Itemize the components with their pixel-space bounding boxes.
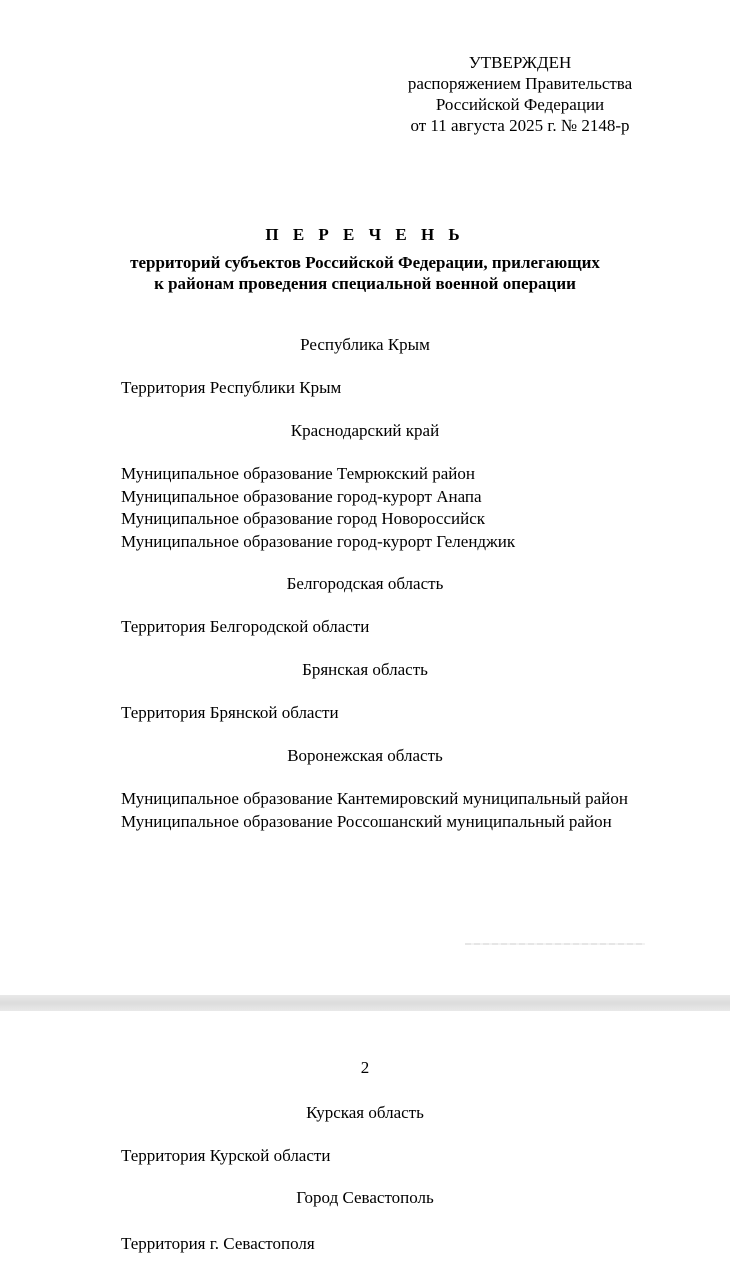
territory-item: Муниципальное образование Темрюкский район: [121, 464, 475, 483]
region-heading: Город Севастополь: [296, 1188, 434, 1207]
region-heading: Республика Крым: [300, 335, 430, 354]
territory-item: Территория Белгородской области: [121, 617, 370, 636]
document-subtitle-line-1: территорий субъектов Российской Федерации, прилегающих: [130, 253, 600, 272]
territory-list: [121, 702, 339, 725]
territory-item: Муниципальное образование Россошанский муниципальный район: [121, 811, 612, 831]
approval-line-2: распоряжением Правительства: [407, 74, 633, 93]
document-subtitle-line-2: к районам проведения специальной военной операции: [154, 274, 576, 293]
territory-item: Территория Брянской области: [121, 703, 339, 722]
region-heading: Курская область: [306, 1103, 424, 1122]
approval-line-4: от 11 августа 2025 г. № 2148-р: [410, 116, 630, 135]
territory-list: [121, 1145, 330, 1168]
approval-line-3: Российской Федерации: [435, 95, 605, 114]
territory-list: [121, 788, 628, 833]
territory-item: Муниципальное образование город-курорт Анапа: [121, 486, 482, 506]
region-heading: Воронежская область: [287, 746, 443, 765]
territory-list: [121, 377, 341, 400]
page-number: 2: [360, 1058, 370, 1077]
approval-line-1: УТВЕРЖДЕН: [468, 53, 572, 72]
territory-item: Муниципальное образование город-курорт Геленджик: [121, 531, 516, 551]
territory-item: Территория г. Севастополя: [121, 1234, 315, 1253]
region-heading: Белгородская область: [286, 574, 444, 593]
territory-list: [121, 463, 515, 553]
page-separator: [0, 995, 730, 1011]
approval-stamp: [400, 52, 640, 136]
territory-item: Муниципальное образование Кантемировский муниципальный район: [121, 789, 628, 808]
territory-item: Территория Курской области: [121, 1146, 331, 1165]
document-title: П Е Р Е Ч Е Н Ь: [265, 225, 465, 244]
territory-item: Муниципальное образование город Новороссийск: [121, 509, 486, 528]
region-heading: Брянская область: [302, 660, 428, 679]
faint-text-artifact: [465, 943, 645, 945]
territory-item: Территория Республики Крым: [121, 378, 342, 397]
region-heading: Краснодарский край: [290, 421, 440, 440]
territory-list: [121, 616, 369, 639]
territory-list: [121, 1233, 315, 1256]
document-page-2: [0, 1011, 730, 1280]
